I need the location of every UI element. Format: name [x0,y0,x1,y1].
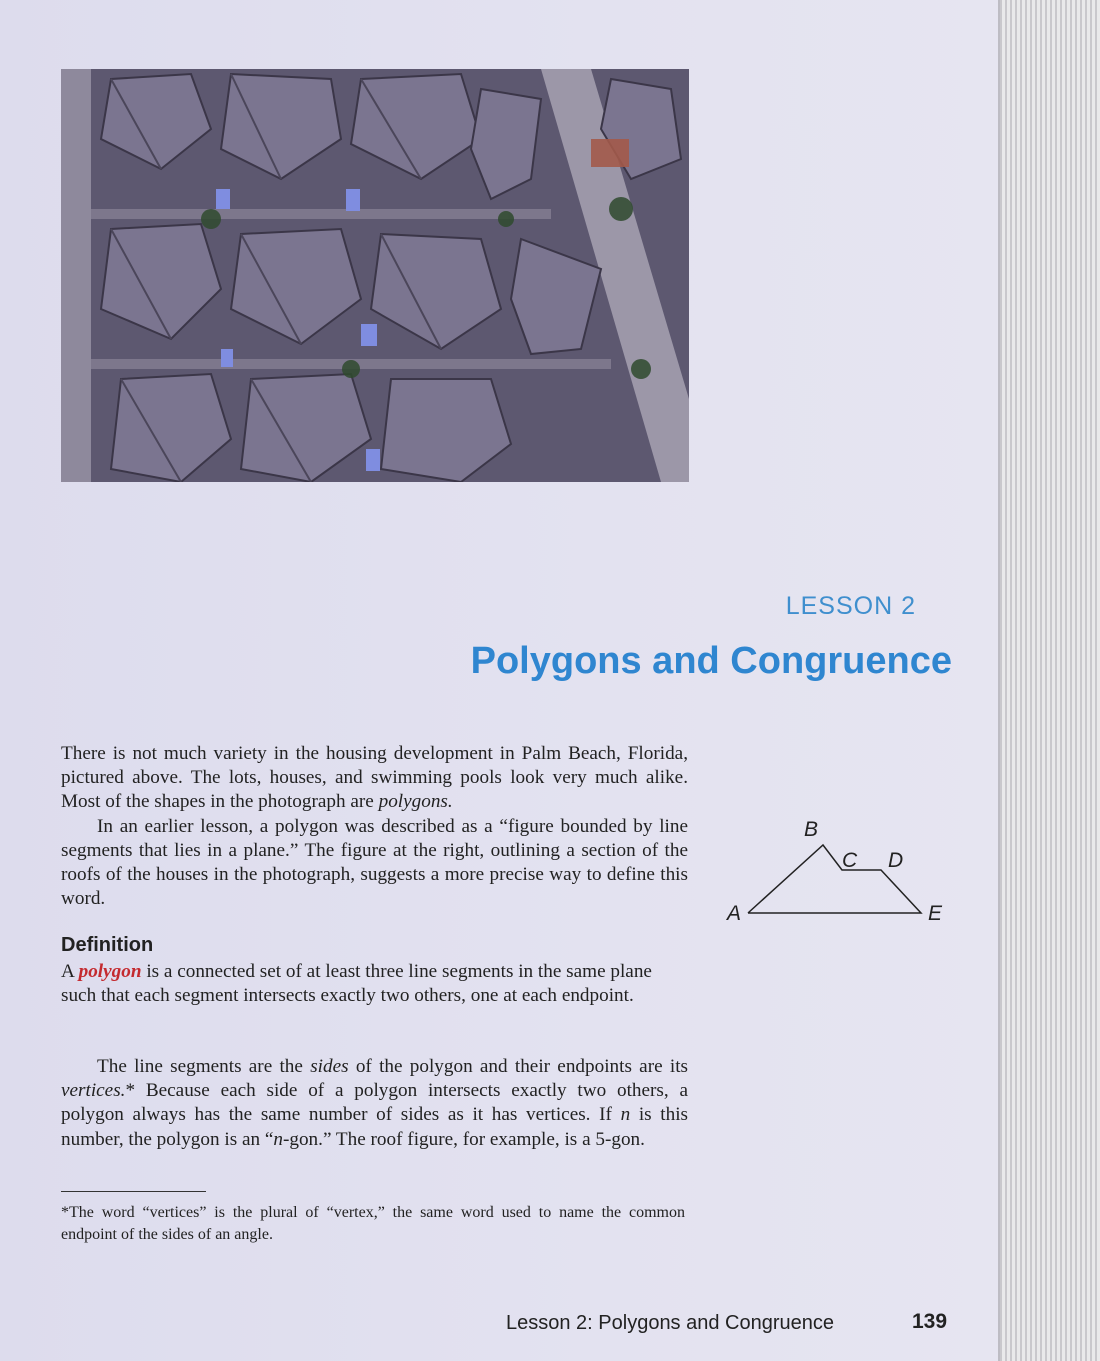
definition-prefix: A [61,961,79,982]
page-number: 139 [912,1310,948,1333]
paragraph-2: In an earlier lesson, a polygon was described as a “figure bounded by line segments that lies in a plane.” The figure at the right, outlining a section of the roofs of the houses in the photograph, suggests a more precise way to define this word. [61,815,688,910]
p3-part-a: The line segments are the [97,1056,311,1077]
vertex-label-a: A [727,902,742,925]
vertex-label-e: E [928,902,943,925]
paragraph-1 [61,742,688,815]
lesson-label: LESSON 2 [785,592,916,620]
definition-text [61,960,661,1008]
paragraph-1-text: There is not much variety in the housing development in Palm Beach, Florida, pictured above. The lots, houses, and swimming pools look very much alike. Most of the shapes in the photograph are [61,743,688,813]
p3-part-e: -gon.” The roof figure, for example, is a 5-gon. [282,1128,645,1150]
sides-vertices-text [61,1055,688,1152]
aerial-photo-housing-development [61,69,689,482]
polygons-italic: polygons. [378,791,453,813]
paragraph-3 [61,1055,688,1152]
pentagon-figure [718,812,968,932]
n-italic-2: n [273,1128,283,1150]
definition-heading: Definition [61,934,154,956]
p3-part-d: is this number, the polygon is an “ [61,1104,689,1150]
footnote-rule [61,1191,206,1192]
vertex-label-d: D [888,849,904,872]
vertices-italic: vertices. [61,1080,126,1102]
p3-part-c: * Because each side of a polygon intersects exactly two others, a polygon always has the same number of sides as it has vertices. If [61,1080,688,1126]
vertex-label-b: B [804,818,819,841]
intro-text [61,742,688,911]
footnote: *The word “vertices” is the plural of “vertex,” the same word used to name the common endpoint of the sides of an angle. [61,1204,685,1243]
sides-italic: sides [310,1056,349,1077]
definition-body: is a connected set of at least three line segments in the same plane such that each segment intersects exactly two others, one at each endpoint. [61,961,652,1007]
running-head: Lesson 2: Polygons and Congruence [506,1312,835,1334]
lesson-title: Polygons and Congruence [470,640,952,682]
book-binding [1000,0,1100,1361]
n-italic: n [620,1104,631,1126]
p3-part-b: of the polygon and their endpoints are its [348,1056,688,1077]
vertex-label-c: C [842,849,858,872]
definition-term: polygon [78,961,142,982]
